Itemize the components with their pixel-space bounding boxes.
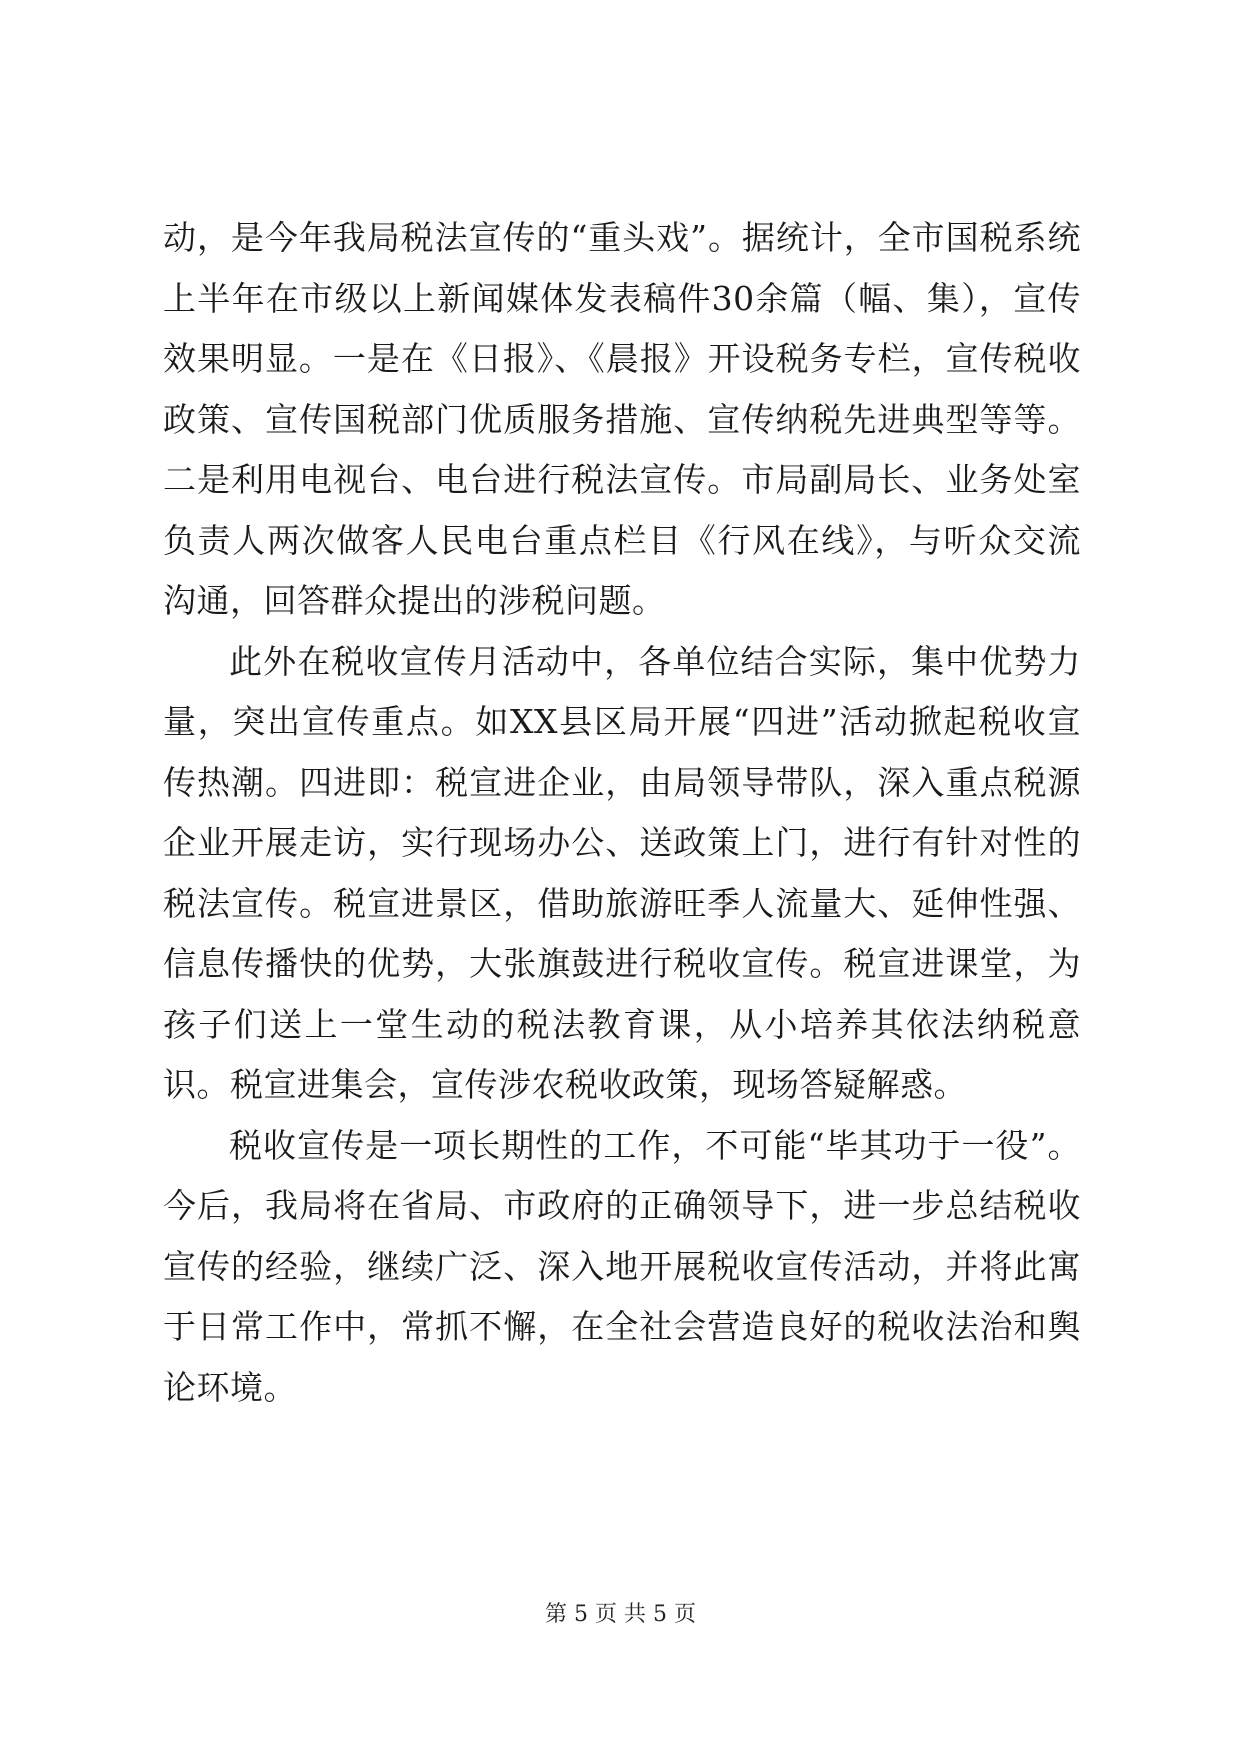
paragraph-continued: 动，是今年我局税法宣传的“重头戏”。据统计，全市国税系统上半年在市级以上新闻媒体发表稿件30余篇（幅、集），宣传效果明显。一是在《日报》、《晨报》开设税务专栏，宣传税收政策、宣传国税部门优质服务措施、宣传纳税先进典型等等。二是利用电视台、电台进行税法宣传。市局副局长、业务处室负责人两次做客人民电台重点栏目《行风在线》，与听众交流沟通，回答群众提出的涉税问题。 (163, 218, 1081, 620)
document-body (163, 208, 1081, 1418)
paragraph: 税收宣传是一项长期性的工作，不可能“毕其功于一役”。今后，我局将在省局、市政府的正确领导下，进一步总结税收宣传的经验，继续广泛、深入地开展税收宣传活动，并将此寓于日常工作中，常抓不懈，在全社会营造良好的税收法治和舆论环境。 (163, 1125, 1081, 1407)
paragraph: 此外在税收宣传月活动中，各单位结合实际，集中优势力量，突出宣传重点。如XX县区局开展“四进”活动掀起税收宣传热潮。四进即：税宣进企业，由局领导带队，深入重点税源企业开展走访，实行现场办公、送政策上门，进行有针对性的税法宣传。税宣进景区，借助旅游旺季人流量大、延伸性强、信息传播快的优势，大张旗鼓进行税收宣传。税宣进课堂，为孩子们送上一堂生动的税法教育课，从小培养其依法纳税意识。税宣进集会，宣传涉农税收政策，现场答疑解惑。 (163, 641, 1081, 1104)
page-number: 第 5 页 共 5 页 (545, 1602, 696, 1627)
